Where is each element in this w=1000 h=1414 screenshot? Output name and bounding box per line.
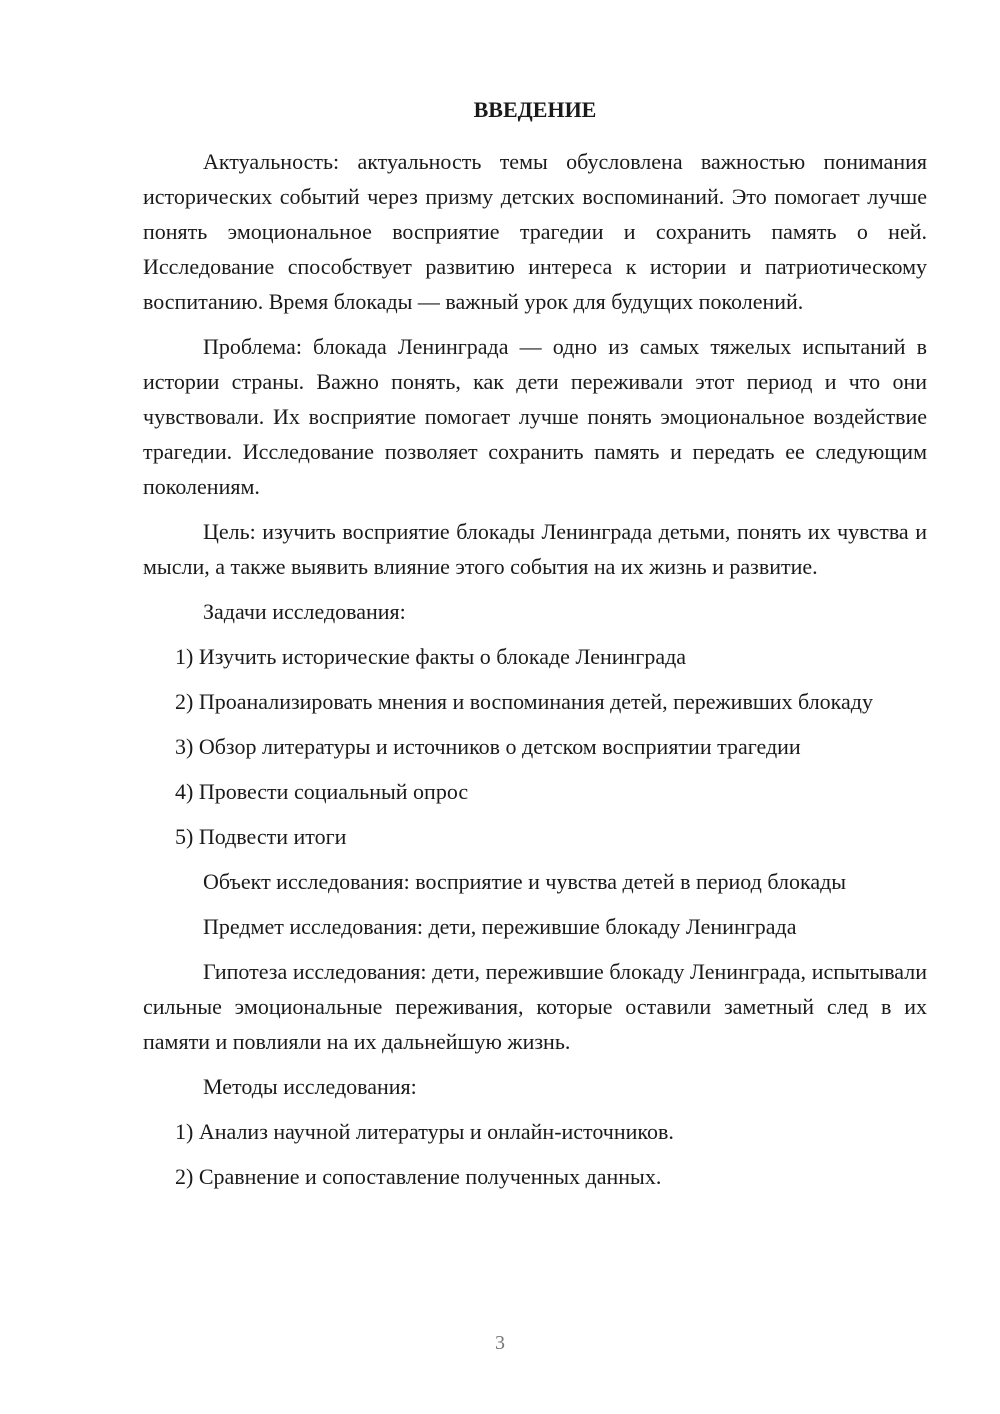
- task-item-2: 2) Проанализировать мнения и воспоминания детей, переживших блокаду: [175, 689, 873, 714]
- tasks-heading: Задачи исследования:: [203, 599, 406, 624]
- task-item-1: 1) Изучить исторические факты о блокаде Ленинграда: [175, 644, 687, 669]
- task-item-4: 4) Провести социальный опрос: [175, 779, 469, 804]
- problem-paragraph: Проблема: блокада Ленинграда — одно из самых тяжелых испытаний в истории страны. Важно понять, как дети переживали этот период и что они чувствовали. Их восприятие помогает лучше понять эмоциональное воздействие трагедии. Исследование позволяет сохранить память и передать ее следующим поколениям.: [143, 334, 927, 499]
- task-item-3: 3) Обзор литературы и источников о детском восприятии трагедии: [175, 734, 801, 759]
- goal-paragraph: Цель: изучить восприятие блокады Ленинграда детьми, понять их чувства и мысли, а также выявить влияние этого события на их жизнь и развитие.: [143, 519, 927, 579]
- task-item-5: 5) Подвести итоги: [175, 824, 347, 849]
- relevance-paragraph: Актуальность: актуальность темы обусловлена важностью понимания исторических событий через призму детских воспоминаний. Это помогает лучше понять эмоциональное восприятие трагедии и сохранить память о ней. Исследование способствует развитию интереса к истории и патриотическому воспитанию. Время блокады — важный урок для будущих поколений.: [143, 149, 927, 314]
- method-item-1: 1) Анализ научной литературы и онлайн-источников.: [175, 1119, 674, 1144]
- document-body: [143, 96, 927, 1194]
- page-number: 3: [495, 1332, 505, 1354]
- subject-paragraph: Предмет исследования: дети, пережившие блокаду Ленинграда: [203, 914, 797, 939]
- object-paragraph: Объект исследования: восприятие и чувства детей в период блокады: [203, 869, 847, 894]
- methods-heading: Методы исследования:: [203, 1074, 417, 1099]
- page-title: ВВЕДЕНИЕ: [473, 97, 597, 122]
- hypothesis-paragraph: Гипотеза исследования: дети, пережившие блокаду Ленинграда, испытывали сильные эмоциональные переживания, которые оставили заметный след в их памяти и повлияли на их дальнейшую жизнь.: [143, 959, 927, 1054]
- method-item-2: 2) Сравнение и сопоставление полученных данных.: [175, 1164, 662, 1189]
